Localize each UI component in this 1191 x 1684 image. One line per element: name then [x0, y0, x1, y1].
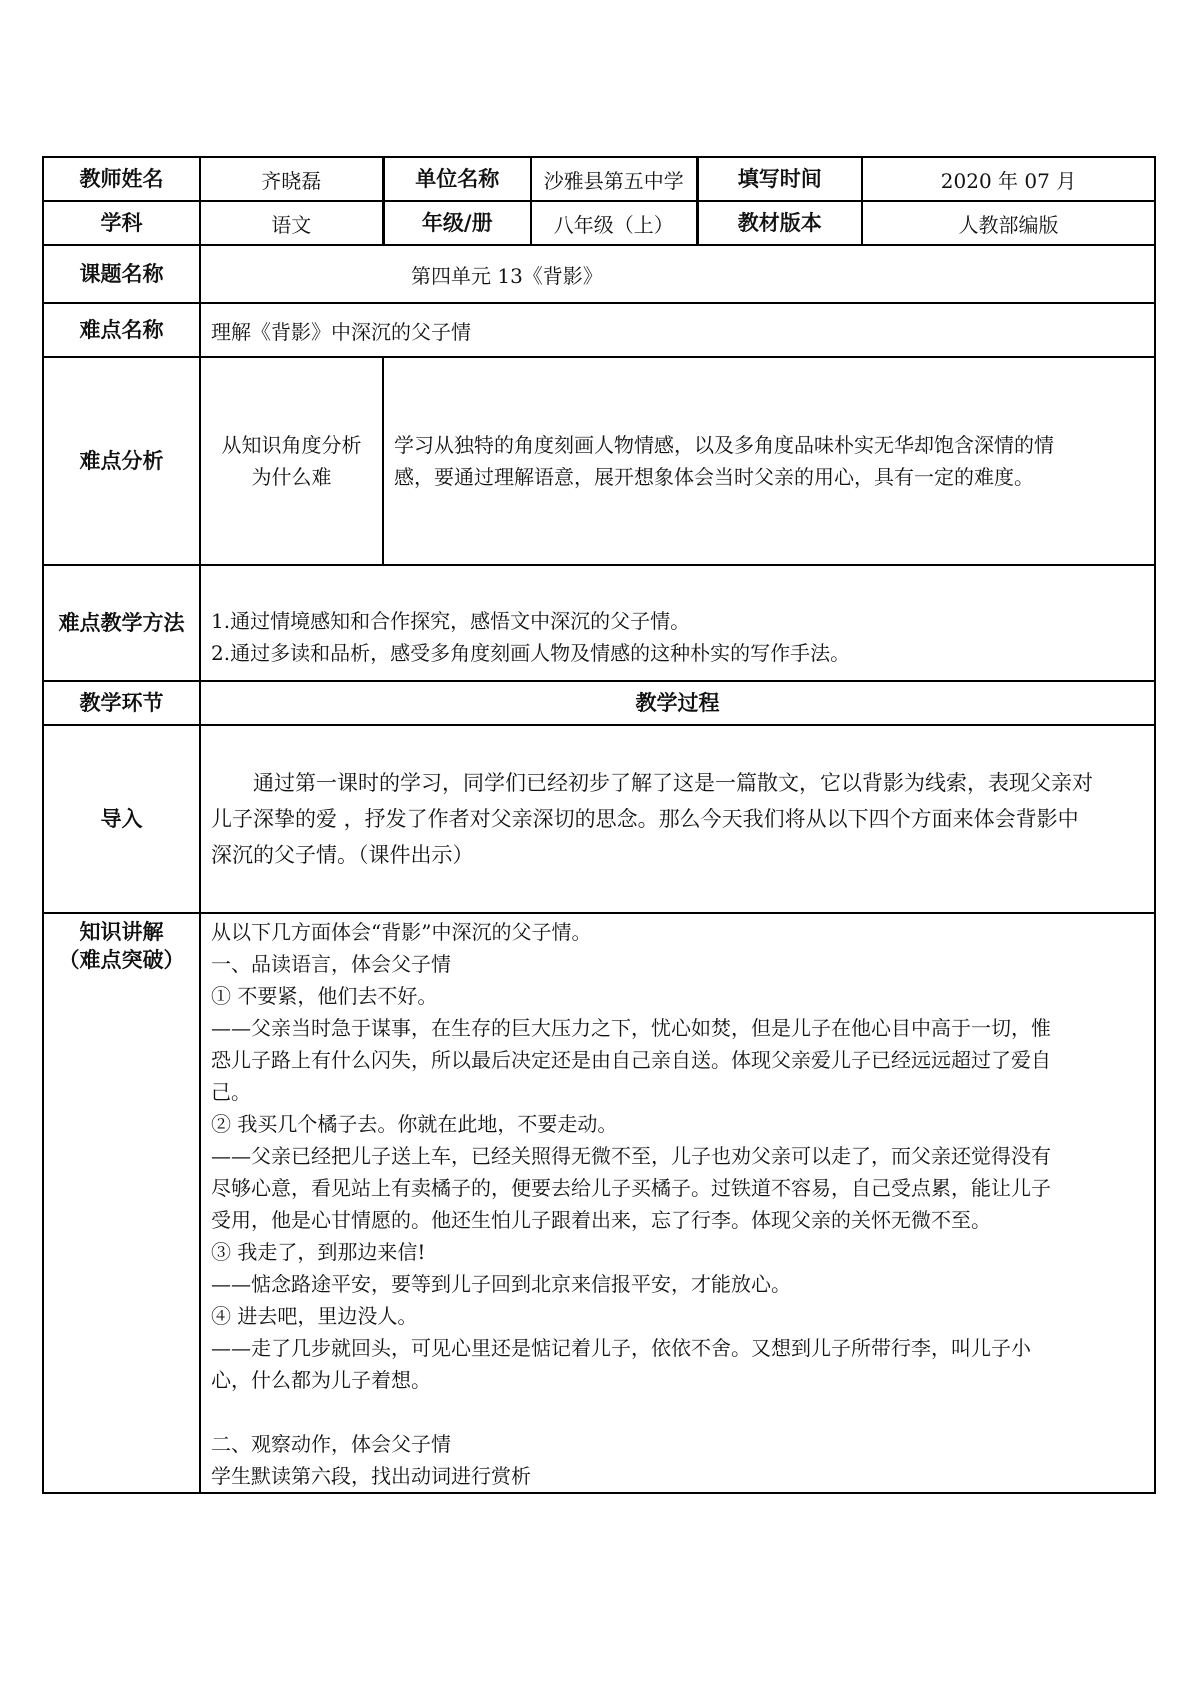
knowledge-line-14: ——走了几步就回头，可见心里还是惦记着儿子，依依不舍。又想到儿子所带行李，叫儿子小: [211, 1336, 1031, 1360]
row-subject-info: [43, 201, 1155, 245]
subject-value: 语文: [200, 201, 383, 245]
fill-time-label: 填写时间: [697, 157, 862, 201]
intro-line-3: 深沉的父子情。（课件出示）: [211, 843, 474, 867]
subject-label: 学科: [43, 201, 200, 245]
row-section-header: [43, 681, 1155, 725]
knowledge-line-3: ① 不要紧，他们去不好。: [211, 984, 438, 1008]
knowledge-line-2: 一、品读语言，体会父子情: [211, 952, 451, 976]
teaching-stage-label: 教学环节: [43, 681, 200, 725]
knowledge-line-7: ② 我买几个橘子去。你就在此地，不要走动。: [211, 1112, 618, 1136]
knowledge-line-10: 受用，他是心甘情愿的。他还生怕儿子跟着出来，忘了行李。体现父亲的关怀无微不至。: [211, 1208, 991, 1232]
row-lesson-title: [43, 245, 1155, 303]
teacher-name-value: 齐晓磊: [200, 157, 383, 201]
difficulty-analysis-text: [383, 357, 1155, 565]
knowledge-angle-line-1: 从知识角度分析: [221, 433, 362, 457]
fill-time-value: 2020 年 07 月: [862, 157, 1155, 201]
textbook-edition-label: 教材版本: [697, 201, 862, 245]
knowledge-label: [43, 913, 200, 1493]
teaching-method-text: [200, 565, 1155, 681]
textbook-edition-value: 人教部编版: [862, 201, 1155, 245]
introduction-label: 导入: [43, 725, 200, 913]
knowledge-line-1: 从以下几方面体会“背影”中深沉的父子情。: [211, 920, 592, 944]
knowledge-angle-label: [200, 357, 383, 565]
lesson-plan-table: [42, 156, 1156, 1494]
lesson-title-label: 课题名称: [43, 245, 200, 303]
teaching-process-label: 教学过程: [200, 681, 1155, 725]
difficulty-name-value: 理解《背影》中深沉的父子情: [200, 303, 1155, 357]
row-difficulty-name: [43, 303, 1155, 357]
row-difficulty-analysis: [43, 357, 1155, 565]
method-item-2: 2.通过多读和品析，感受多角度刻画人物及情感的这种朴实的写作手法。: [211, 641, 851, 665]
knowledge-line-6: 己。: [211, 1080, 251, 1104]
knowledge-line-13: ④ 进去吧，里边没人。: [211, 1304, 418, 1328]
intro-line-1: 通过第一课时的学习，同学们已经初步了解了这是一篇散文，它以背影为线索，表现父亲对: [253, 771, 1093, 795]
unit-name-value: 沙雅县第五中学: [531, 157, 697, 201]
row-knowledge: [43, 913, 1155, 1493]
knowledge-line-15: 心，什么都为儿子着想。: [211, 1368, 431, 1392]
row-teacher-info: [43, 157, 1155, 201]
analysis-line-1: 学习从独特的角度刻画人物情感，以及多角度品味朴实无华却饱含深情的情: [394, 433, 1054, 457]
knowledge-line-12: ——惦念路途平安，要等到儿子回到北京来信报平安，才能放心。: [211, 1272, 791, 1296]
knowledge-line-17: 二、观察动作，体会父子情: [211, 1432, 451, 1456]
lesson-plan-page: [42, 156, 1154, 1494]
knowledge-angle-line-2: 为什么难: [251, 465, 332, 489]
analysis-line-2: 感，要通过理解语意，展开想象体会当时父亲的用心，具有一定的难度。: [394, 465, 1034, 489]
knowledge-line-18: 学生默读第六段，找出动词进行赏析: [211, 1464, 531, 1488]
unit-name-label: 单位名称: [383, 157, 531, 201]
teacher-name-label: 教师姓名: [43, 157, 200, 201]
knowledge-line-9: 尽够心意，看见站上有卖橘子的，便要去给儿子买橘子。过铁道不容易，自己受点累，能让儿子: [211, 1176, 1051, 1200]
grade-label: 年级/册: [383, 201, 531, 245]
grade-value: 八年级（上）: [531, 201, 697, 245]
lesson-title-value: 第四单元 13《背影》: [200, 245, 1155, 303]
introduction-text: [200, 725, 1155, 913]
knowledge-label-line-2: （难点突破）: [58, 948, 185, 973]
row-teaching-method: [43, 565, 1155, 681]
teaching-method-label: 难点教学方法: [43, 565, 200, 681]
intro-line-2: 儿子深挚的爱 ，抒发了作者对父亲深切的思念。那么今天我们将从以下四个方面来体会背影中: [211, 807, 1079, 831]
knowledge-label-line-1: 知识讲解: [79, 920, 164, 944]
row-introduction: [43, 725, 1155, 913]
knowledge-blank-line: [211, 1396, 1144, 1428]
knowledge-line-8: ——父亲已经把儿子送上车，已经关照得无微不至，儿子也劝父亲可以走了，而父亲还觉得没有: [211, 1144, 1051, 1168]
method-item-1: 1.通过情境感知和合作探究，感悟文中深沉的父子情。: [211, 609, 691, 633]
difficulty-analysis-label: 难点分析: [43, 357, 200, 565]
knowledge-text: [200, 913, 1155, 1493]
knowledge-line-11: ③ 我走了，到那边来信!: [211, 1240, 426, 1264]
knowledge-line-5: 恐儿子路上有什么闪失，所以最后决定还是由自己亲自送。体现父亲爱儿子已经远远超过了爱自: [211, 1048, 1051, 1072]
difficulty-name-label: 难点名称: [43, 303, 200, 357]
knowledge-line-4: ——父亲当时急于谋事，在生存的巨大压力之下，忧心如焚，但是儿子在他心目中高于一切，惟: [211, 1016, 1051, 1040]
